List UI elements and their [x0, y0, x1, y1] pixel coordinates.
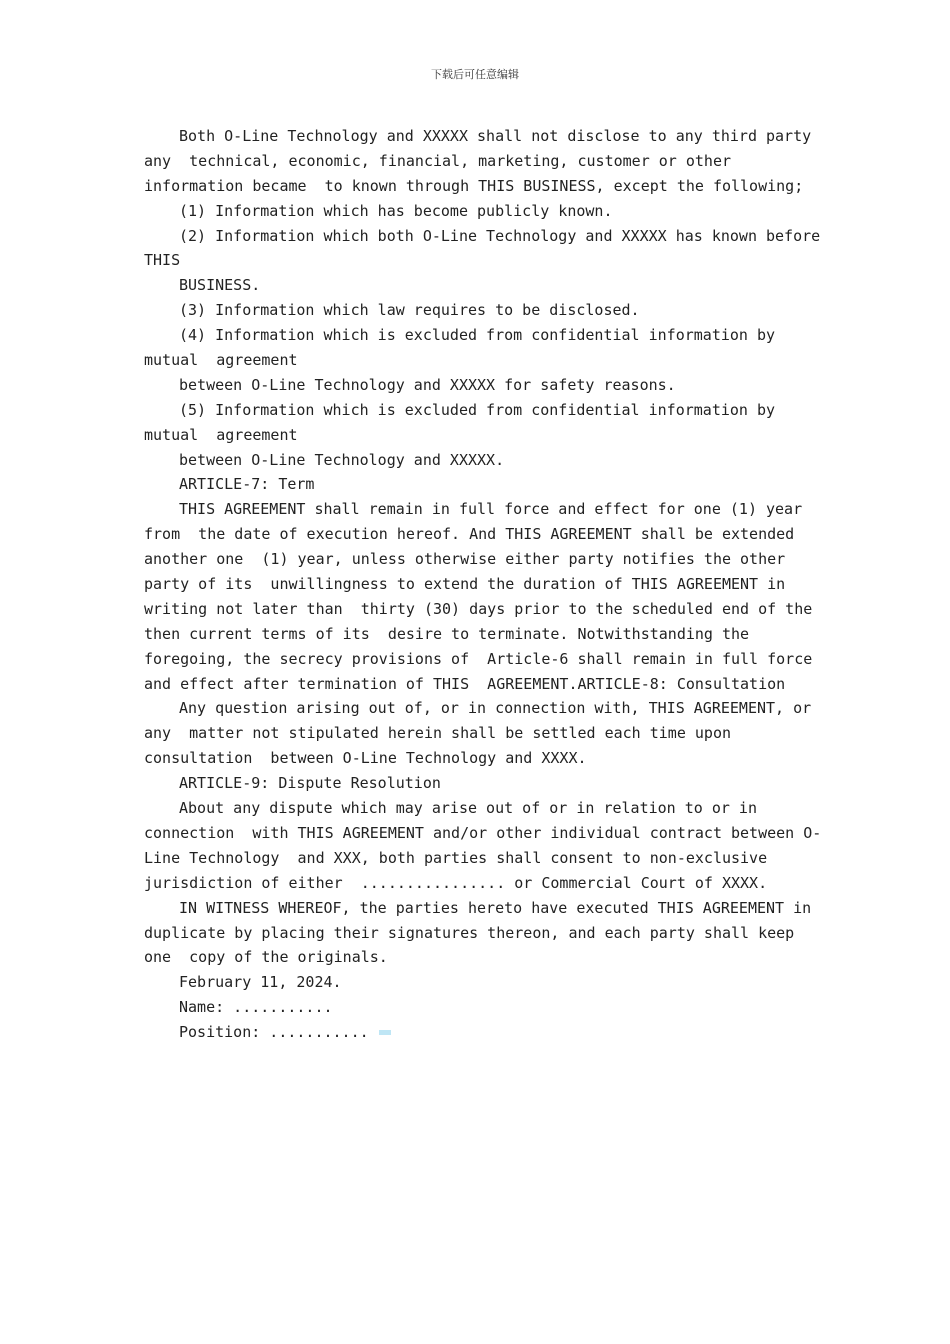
- document-line: [144, 149, 824, 174]
- document-line: [144, 423, 824, 448]
- line-text: one copy of the originals.: [144, 948, 388, 967]
- document-line: [144, 522, 824, 547]
- line-text: mutual agreement: [144, 351, 298, 370]
- line-text: (3) Information which law requires to be disclosed.: [179, 301, 640, 320]
- cursor-marker: [379, 1030, 391, 1035]
- document-line: [144, 199, 824, 224]
- line-text: any technical, economic, financial, marketing, customer or other: [144, 151, 731, 170]
- document-line: [144, 995, 824, 1020]
- document-line: [144, 174, 824, 199]
- document-body: [144, 124, 824, 1045]
- line-text: any matter not stipulated herein shall be settled each time upon: [144, 724, 731, 743]
- line-text: Line Technology and XXX, both parties shall consent to non-exclusive: [144, 848, 768, 867]
- line-text: another one (1) year, unless otherwise either party notifies the other: [144, 550, 786, 569]
- document-line: [144, 846, 824, 871]
- page-header: 下载后可任意编辑: [431, 68, 519, 81]
- line-text: from the date of execution hereof. And THIS AGREEMENT shall be extended: [144, 525, 795, 544]
- line-text: party of its unwillingness to extend the duration of THIS AGREEMENT in: [144, 575, 786, 594]
- document-line: [144, 871, 824, 896]
- line-text: (2) Information which both O-Line Technology and XXXXX has known before: [179, 226, 821, 245]
- document-line: [144, 497, 824, 522]
- line-text: duplicate by placing their signatures thereon, and each party shall keep: [144, 923, 795, 942]
- document-line: [144, 273, 824, 298]
- document-line: [144, 771, 824, 796]
- line-text: and effect after termination of THIS AGREEMENT.ARTICLE-8: Consultation: [144, 674, 786, 693]
- line-text: February 11, 2024.: [179, 973, 342, 992]
- document-line: [144, 746, 824, 771]
- document-line: [144, 721, 824, 746]
- document-line: [144, 921, 824, 946]
- document-line: [144, 448, 824, 473]
- document-line: [144, 896, 824, 921]
- document-line: [144, 348, 824, 373]
- line-text: ARTICLE-9: Dispute Resolution: [179, 774, 441, 793]
- line-text: (1) Information which has become publicly known.: [179, 201, 613, 220]
- line-text: between O-Line Technology and XXXXX.: [179, 450, 505, 469]
- document-line: [144, 696, 824, 721]
- document-line: [144, 224, 824, 249]
- document-line: [144, 970, 824, 995]
- line-text: between O-Line Technology and XXXXX for safety reasons.: [179, 375, 676, 394]
- document-line: [144, 597, 824, 622]
- document-line: [144, 572, 824, 597]
- document-line: [144, 248, 824, 273]
- line-text: (5) Information which is excluded from confidential information by: [179, 400, 776, 419]
- line-text: Position: ...........: [179, 1023, 369, 1042]
- document-line: [144, 622, 824, 647]
- document-line: [144, 672, 824, 697]
- line-text: Name: ...........: [179, 998, 333, 1017]
- line-text: ARTICLE-7: Term: [179, 475, 315, 494]
- document-line: [144, 472, 824, 497]
- line-text: (4) Information which is excluded from confidential information by: [179, 326, 776, 345]
- line-text: Any question arising out of, or in connection with, THIS AGREEMENT, or: [179, 699, 812, 718]
- line-text: writing not later than thirty (30) days prior to the scheduled end of the: [144, 599, 813, 618]
- line-text: connection with THIS AGREEMENT and/or other individual contract between O-: [144, 823, 822, 842]
- document-line: [144, 323, 824, 348]
- line-text: IN WITNESS WHEREOF, the parties hereto have executed THIS AGREEMENT in: [179, 898, 812, 917]
- line-text: mutual agreement: [144, 425, 298, 444]
- document-line: [144, 647, 824, 672]
- line-text: BUSINESS.: [179, 276, 261, 295]
- line-text: THIS AGREEMENT shall remain in full force and effect for one (1) year: [179, 500, 803, 519]
- document-line: [144, 373, 824, 398]
- line-text: THIS: [144, 251, 181, 270]
- line-text: information became to known through THIS BUSINESS, except the following;: [144, 176, 804, 195]
- document-line: [144, 547, 824, 572]
- document-line: [144, 1020, 824, 1045]
- document-line: [144, 945, 824, 970]
- line-text: foregoing, the secrecy provisions of Article-6 shall remain in full force: [144, 649, 813, 668]
- document-line: [144, 821, 824, 846]
- line-text: jurisdiction of either ................ or Commercial Court of XXXX.: [144, 873, 768, 892]
- line-text: About any dispute which may arise out of or in relation to or in: [179, 799, 757, 818]
- line-text: Both O-Line Technology and XXXXX shall not disclose to any third party: [179, 127, 812, 145]
- document-line: [144, 398, 824, 423]
- line-text: consultation between O-Line Technology and XXXX.: [144, 749, 587, 768]
- document-line: [144, 796, 824, 821]
- document-line: [144, 124, 824, 149]
- document-line: [144, 298, 824, 323]
- line-text: then current terms of its desire to terminate. Notwithstanding the: [144, 624, 750, 643]
